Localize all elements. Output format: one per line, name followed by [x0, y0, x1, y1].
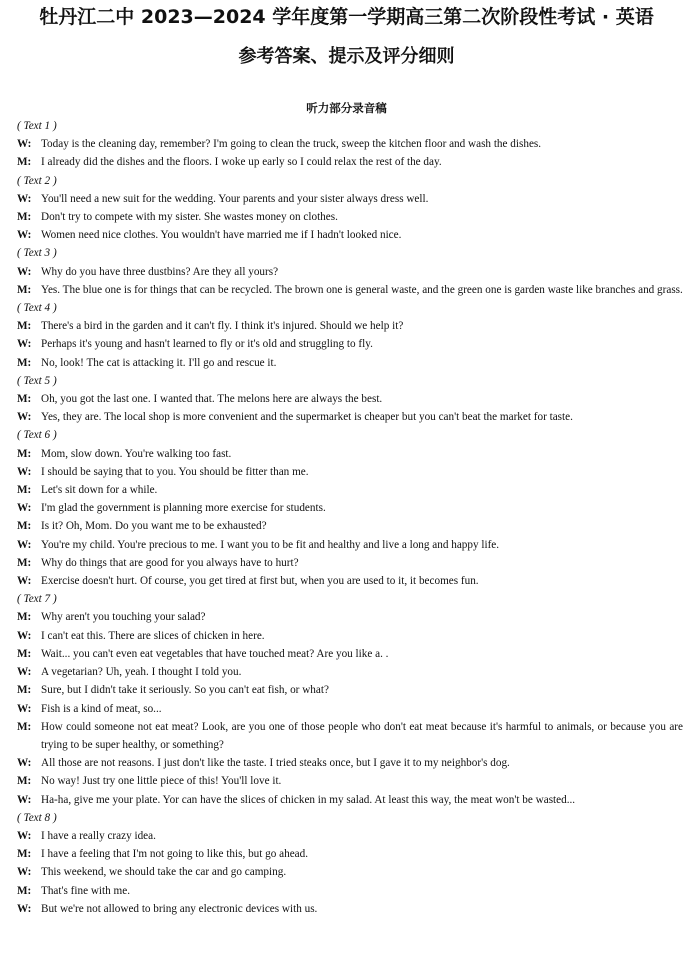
text-section-marker: ( Text 7 )	[17, 593, 57, 606]
dialogue-text: Wait... you can't even eat vegetables that have touched meat? Are you like a. .	[41, 647, 389, 660]
dialogue-line	[17, 700, 683, 718]
dialogue-line	[17, 827, 683, 845]
speaker-label: W:	[17, 465, 32, 478]
speaker-label: W:	[17, 793, 32, 806]
dialogue-line	[17, 772, 683, 790]
dialogue-text: This weekend, we should take the car and go camping.	[41, 866, 287, 879]
dialogue-text: I can't eat this. There are slices of chicken in here.	[41, 629, 265, 642]
speaker-label: M:	[17, 484, 32, 497]
dialogue-text: Sure, but I didn't take it seriously. So you can't eat fish, or what?	[41, 684, 329, 697]
dialogue-line	[17, 335, 683, 353]
speaker-label: M:	[17, 884, 32, 897]
dialogue-text: You'll need a new suit for the wedding. Your parents and your sister always dress well.	[41, 192, 429, 205]
dialogue-line	[17, 190, 683, 208]
dialogue-line	[17, 681, 683, 699]
dialogue-line	[17, 481, 683, 499]
speaker-label: W:	[17, 338, 32, 351]
speaker-label: W:	[17, 411, 32, 424]
dialogue-text: Why do things that are good for you always have to hurt?	[41, 556, 299, 569]
dialogue-text: Yes. The blue one is for things that can be recycled. The brown one is general waste, and the green one is garden waste like branches and grass.	[41, 283, 683, 296]
speaker-label: M:	[17, 283, 32, 296]
transcript-body	[17, 117, 683, 918]
dialogue-line	[17, 408, 683, 426]
dialogue-text: Yes, they are. The local shop is more convenient and the supermarket is cheaper but you can't beat the market for taste.	[41, 411, 573, 424]
page-title: 牡丹江二中 2023—2024 学年度第一学期高三第二次阶段性考试 · 英语	[39, 6, 654, 28]
speaker-label: M:	[17, 611, 32, 624]
text-section-marker: ( Text 3 )	[17, 247, 57, 260]
dialogue-line	[17, 153, 683, 171]
dialogue-line	[17, 845, 683, 863]
speaker-label: M:	[17, 848, 32, 861]
dialogue-text: Don't try to compete with my sister. She wastes money on clothes.	[41, 211, 338, 224]
dialogue-line	[17, 572, 683, 590]
dialogue-line	[17, 554, 683, 572]
dialogue-line	[17, 226, 683, 244]
dialogue-text: Women need nice clothes. You wouldn't have married me if I hadn't looked nice.	[41, 229, 402, 242]
page-subtitle: 参考答案、提示及评分细则	[238, 46, 455, 67]
speaker-label: M:	[17, 684, 32, 697]
dialogue-line	[17, 900, 683, 918]
dialogue-text: No way! Just try one little piece of this! You'll love it.	[41, 775, 282, 788]
dialogue-line	[17, 754, 683, 772]
dialogue-line	[17, 263, 683, 281]
dialogue-line	[17, 499, 683, 517]
speaker-label: M:	[17, 320, 32, 333]
dialogue-text: Perhaps it's young and hasn't learned to fly or it's old and struggling to fly.	[41, 338, 373, 351]
speaker-label: M:	[17, 647, 32, 660]
speaker-label: W:	[17, 902, 32, 915]
dialogue-text: Today is the cleaning day, remember? I'm going to clean the truck, sweep the kitchen floor and wash the dishes.	[41, 138, 542, 151]
dialogue-line	[17, 208, 683, 226]
speaker-label: M:	[17, 211, 32, 224]
speaker-label: W:	[17, 866, 32, 879]
dialogue-line	[17, 627, 683, 645]
dialogue-line	[17, 390, 683, 408]
dialogue-text: Is it? Oh, Mom. Do you want me to be exhausted?	[41, 520, 267, 533]
section-heading: 听力部分录音稿	[306, 101, 387, 115]
dialogue-text: That's fine with me.	[41, 884, 131, 897]
speaker-label: M:	[17, 156, 32, 169]
speaker-label: W:	[17, 757, 32, 770]
dialogue-line	[17, 463, 683, 481]
dialogue-text: I'm glad the government is planning more exercise for students.	[41, 502, 326, 515]
speaker-label: W:	[17, 229, 32, 242]
speaker-label: W:	[17, 538, 32, 551]
dialogue-text: Mom, slow down. You're walking too fast.	[41, 447, 232, 460]
dialogue-text: How could someone not eat meat? Look, are you one of those people who don't eat meat because it's harmful to animals, or because you are trying to be super healthy, or something?	[41, 720, 683, 751]
dialogue-line	[17, 791, 683, 809]
dialogue-line	[17, 135, 683, 153]
speaker-label: W:	[17, 502, 32, 515]
dialogue-line	[17, 317, 683, 335]
speaker-label: M:	[17, 520, 32, 533]
dialogue-text: No, look! The cat is attacking it. I'll go and rescue it.	[41, 356, 277, 369]
dialogue-text: You're my child. You're precious to me. I want you to be fit and healthy and live a long and happy life.	[41, 538, 500, 551]
speaker-label: M:	[17, 356, 32, 369]
speaker-label: W:	[17, 575, 32, 588]
dialogue-line	[17, 663, 683, 681]
speaker-label: M:	[17, 720, 32, 733]
dialogue-text: Why do you have three dustbins? Are they all yours?	[41, 265, 279, 278]
text-section-marker: ( Text 5 )	[17, 374, 57, 387]
dialogue-text: But we're not allowed to bring any electronic devices with us.	[41, 902, 318, 915]
dialogue-text: Exercise doesn't hurt. Of course, you get tired at first but, when you are used to it, it becomes fun.	[41, 575, 479, 588]
text-section-marker: ( Text 1 )	[17, 120, 57, 132]
dialogue-line	[17, 863, 683, 881]
speaker-label: W:	[17, 702, 32, 715]
speaker-label: M:	[17, 447, 32, 460]
text-section-marker: ( Text 4 )	[17, 302, 57, 315]
dialogue-line	[17, 517, 683, 535]
dialogue-text: Fish is a kind of meat, so...	[41, 702, 162, 715]
dialogue-text: I should be saying that to you. You should be fitter than me.	[41, 465, 309, 478]
speaker-label: W:	[17, 192, 32, 205]
speaker-label: W:	[17, 138, 32, 151]
dialogue-line	[17, 882, 683, 900]
dialogue-text: All those are not reasons. I just don't like the taste. I tried steaks once, but I gave it to my neighbor's dog.	[41, 757, 510, 770]
speaker-label: M:	[17, 775, 32, 788]
dialogue-line	[17, 718, 683, 754]
dialogue-line	[17, 645, 683, 663]
dialogue-line	[17, 354, 683, 372]
speaker-label: M:	[17, 556, 32, 569]
dialogue-text: There's a bird in the garden and it can't fly. I think it's injured. Should we help it?	[41, 320, 404, 333]
dialogue-text: Let's sit down for a while.	[41, 484, 158, 497]
dialogue-text: A vegetarian? Uh, yeah. I thought I told you.	[41, 666, 242, 679]
dialogue-text: Ha-ha, give me your plate. Yor can have the slices of chicken in my salad. At least this way, the meat won't be wasted...	[41, 793, 576, 806]
text-section-marker: ( Text 6 )	[17, 429, 57, 442]
dialogue-text: I already did the dishes and the floors. I woke up early so I could relax the rest of the day.	[41, 156, 442, 169]
speaker-label: W:	[17, 629, 32, 642]
speaker-label: W:	[17, 666, 32, 679]
dialogue-line	[17, 536, 683, 554]
dialogue-line	[17, 281, 683, 299]
text-section-marker: ( Text 8 )	[17, 811, 57, 824]
dialogue-line	[17, 445, 683, 463]
dialogue-line	[17, 608, 683, 626]
dialogue-text: Oh, you got the last one. I wanted that. The melons here are always the best.	[41, 393, 383, 406]
speaker-label: W:	[17, 265, 32, 278]
dialogue-text: I have a really crazy idea.	[41, 829, 156, 842]
dialogue-text: Why aren't you touching your salad?	[41, 611, 206, 624]
dialogue-text: I have a feeling that I'm not going to like this, but go ahead.	[41, 848, 309, 861]
speaker-label: W:	[17, 829, 32, 842]
speaker-label: M:	[17, 393, 32, 406]
text-section-marker: ( Text 2 )	[17, 174, 57, 187]
